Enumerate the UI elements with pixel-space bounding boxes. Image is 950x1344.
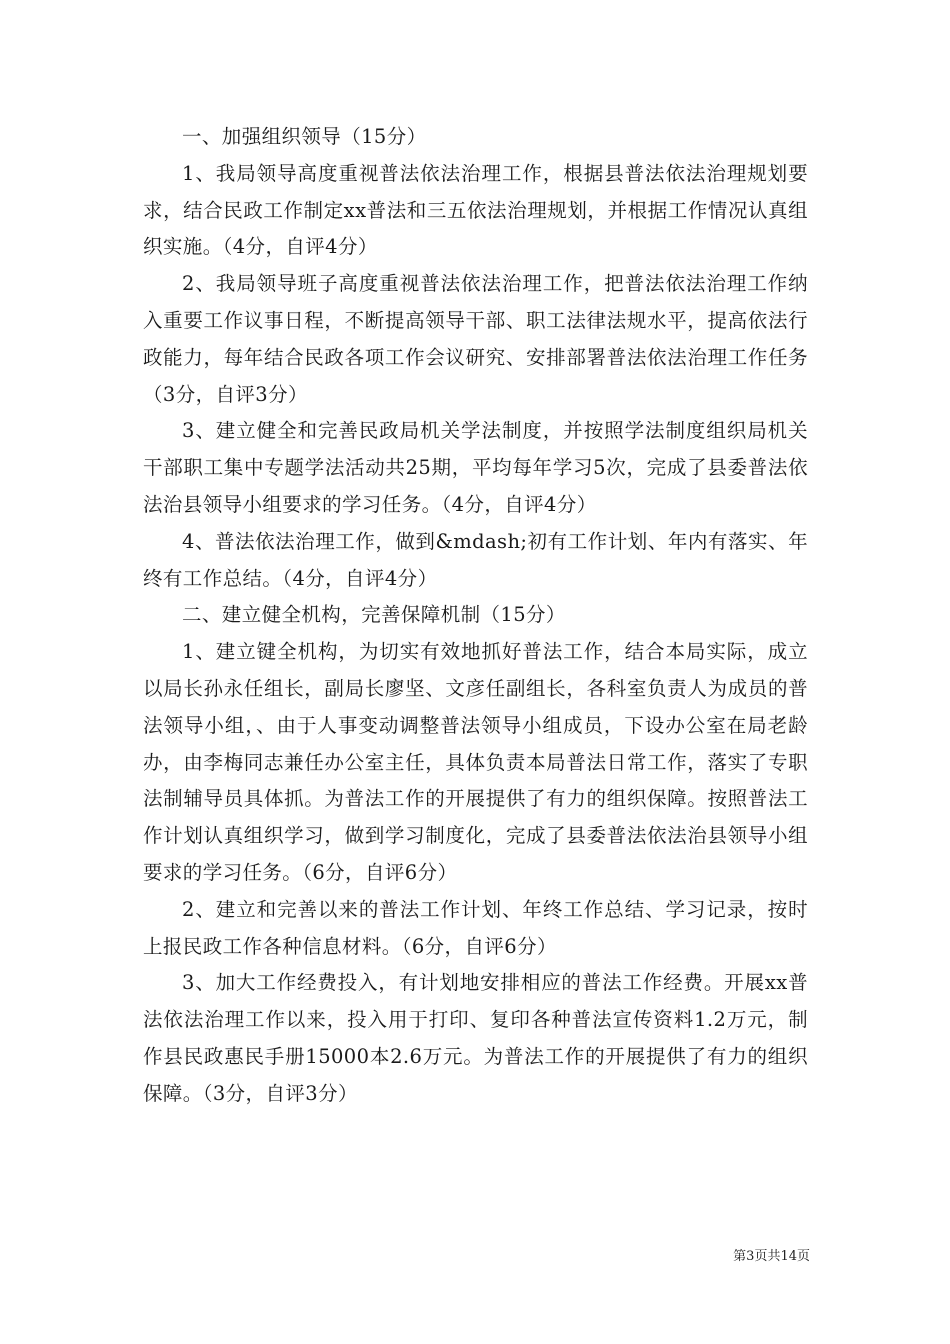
paragraph-2-2: 2、建立和完善以来的普法工作计划、年终工作总结、学习记录，按时上报民政工作各种信息材料。（6分，自评6分） [143,897,808,958]
section-heading-1: 一、加强组织领导（15分） [182,125,427,148]
page-number-footer: 第3页共14页 [733,1249,810,1264]
paragraph-2-1: 1、建立键全机构，为切实有效地抓好普法工作，结合本局实际，成立以局长孙永任组长，副局长廖坚、文彦任副组长，各科室负责人为成员的普法领导小组，、由于人事变动调整普法领导小组成员，下设办公室在局老龄办，由李梅同志兼任办公室主任，具体负责本局普法日常工作，落实了专职法制辅导员具体抓。为普法工作的开展提供了有力的组织保障。按照普法工作计划认真组织学习，做到学习制度化，完成了县委普法依法治县领导小组要求的学习任务。（6分，自评6分） [143,640,808,884]
paragraph-1-3: 3、建立健全和完善民政局机关学法制度，并按照学法制度组织局机关干部职工集中专题学法活动共25期，平均每年学习5次，完成了县委普法依法治县领导小组要求的学习任务。（4分，自评4分） [143,419,808,516]
section-heading-2: 二、建立健全机构，完善保障机制（15分） [182,603,566,627]
paragraph-1-4: 4、普法依法治理工作，做到&mdash;初有工作计划、年内有落实、年终有工作总结。（4分，自评4分） [143,529,808,590]
paragraph-1-1: 1、我局领导高度重视普法依法治理工作，根据县普法依法治理规划要求，结合民政工作制定xx普法和三五依法治理规划，并根据工作情况认真组织实施。（4分，自评4分） [143,161,808,259]
document-body [143,119,808,1113]
paragraph-1-2: 2、我局领导班子高度重视普法依法治理工作，把普法依法治理工作纳入重要工作议事日程，不断提高领导干部、职工法律法规水平，提高依法行政能力，每年结合民政各项工作会议研究、安排部署普法依法治理工作任务（3分，自评3分） [143,272,808,406]
paragraph-2-3: 3、加大工作经费投入，有计划地安排相应的普法工作经费。开展xx普法依法治理工作以来，投入用于打印、复印各种普法宣传资料1.2万元，制作县民政惠民手册15000本2.6万元。为普法工作的开展提供了有力的组织保障。（3分，自评3分） [143,971,808,1105]
